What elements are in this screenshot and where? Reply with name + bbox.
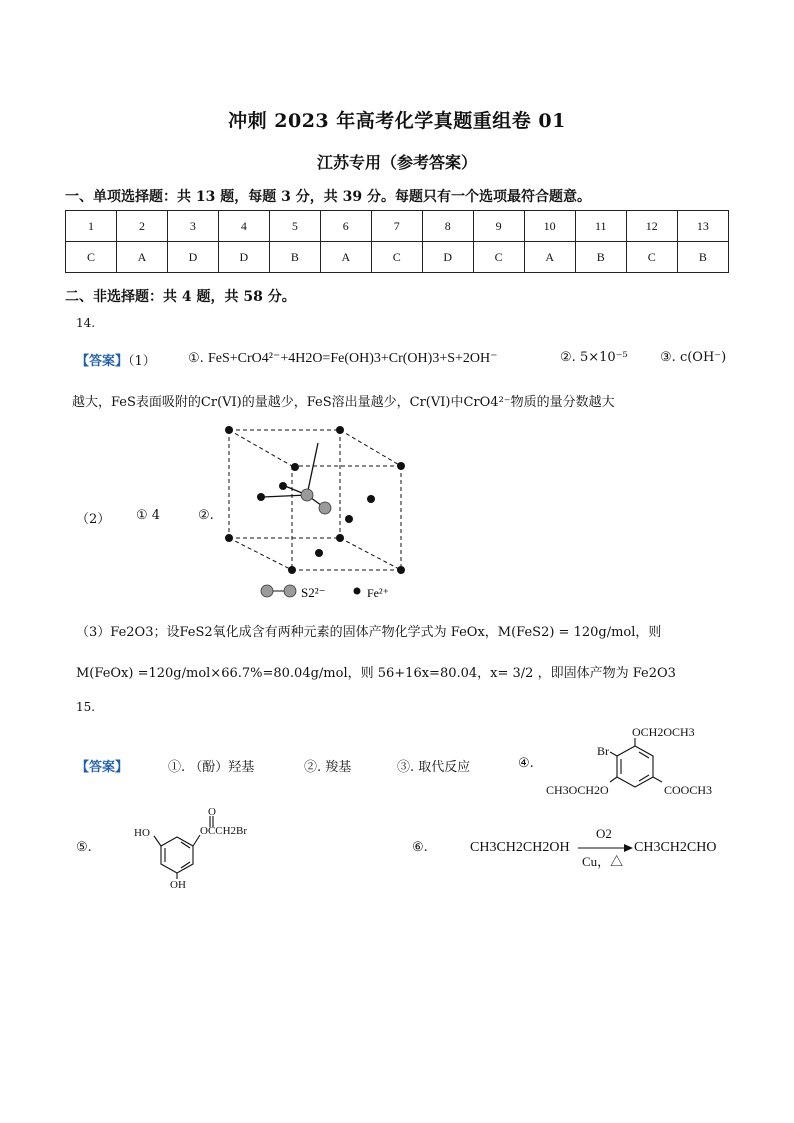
q14-part3-line1: （3）Fe2O3；设FeS2氧化成含有两种元素的固体产物化学式为 FeOx，M(FeS2) = 120g/mol，则 xyxy=(76,625,662,640)
table-cell-answer: A xyxy=(524,242,575,273)
q15-item6: ⑥. xyxy=(412,840,428,855)
structure-4-diagram xyxy=(540,724,740,806)
q14-p1-item3 xyxy=(660,350,726,365)
struct5-carbonyl-o: O xyxy=(208,807,216,818)
q14-ion-concentration: c(OH⁻) xyxy=(679,350,727,365)
table-cell-number: 6 xyxy=(320,211,371,242)
table-cell-answer: A xyxy=(116,242,167,273)
page-title: 冲刺 2023 年高考化学真题重组卷 01 xyxy=(228,110,566,132)
section2-heading: 二、非选择题：共 4 题，共 58 分。 xyxy=(65,289,296,305)
q15-item4: ④. xyxy=(518,756,534,771)
table-cell-number: 9 xyxy=(473,211,524,242)
section1-heading: 一、单项选择题：共 13 题，每题 3 分，共 39 分。每题只有一个选项最符合题意。 xyxy=(65,189,591,205)
struct5-oh: OH xyxy=(170,879,186,889)
q15-item1: ①. （酚）羟基 xyxy=(168,760,255,775)
q15-item5: ⑤. xyxy=(76,840,92,855)
answer-tag: 【答案】 xyxy=(76,760,129,775)
table-cell-number: 8 xyxy=(422,211,473,242)
table-cell-answer: B xyxy=(575,242,626,273)
reaction-product: CH3CH2CHO xyxy=(634,840,717,855)
table-cell-number: 4 xyxy=(218,211,269,242)
struct5-ester: OCCH2Br xyxy=(200,825,248,837)
answer-table xyxy=(65,210,729,273)
q14-p2-item1: ① 4 xyxy=(136,508,161,523)
item-marker: ②. xyxy=(560,350,576,365)
struct4-br: Br xyxy=(597,744,609,758)
page-subtitle: 江苏专用（参考答案） xyxy=(316,153,477,172)
reaction-reagent-top: O2 xyxy=(596,826,612,841)
table-cell-number: 10 xyxy=(524,211,575,242)
item-marker: ①. xyxy=(188,351,204,366)
q15-item3: ③. 取代反应 xyxy=(397,760,471,775)
table-cell-answer: B xyxy=(677,242,728,273)
crystal-cell-diagram xyxy=(215,420,415,605)
table-cell-number: 11 xyxy=(575,211,626,242)
table-cell-answer: A xyxy=(320,242,371,273)
q14-part3-line2: M(FeOx) =120g/mol×66.7%=80.04g/mol，则 56+16x=80.04，x= 3/2 ，即固体产物为 Fe2O3 xyxy=(76,666,676,681)
struct4-top: OCH2OCH3 xyxy=(632,725,695,739)
q14-part1-label: （1） xyxy=(128,354,156,369)
table-cell-number: 1 xyxy=(66,211,117,242)
q14-part1 xyxy=(76,350,156,369)
struct4-right: COOCH3 xyxy=(664,783,713,797)
table-cell-number: 3 xyxy=(167,211,218,242)
q14-part2-label: （2） xyxy=(76,512,111,527)
q14-p2-item2: ②. xyxy=(198,508,214,523)
q14-p1-item2 xyxy=(560,350,628,365)
legend-fe: Fe²⁺ xyxy=(367,586,389,600)
table-cell-answer: D xyxy=(422,242,473,273)
q14-p1-continuation: 越大，FeS表面吸附的Cr(VI)的量越少，FeS溶出量越少，Cr(VI)中CrO4²⁻物质的量分数越大 xyxy=(72,395,615,410)
table-cell-number: 2 xyxy=(116,211,167,242)
table-cell-answer: C xyxy=(626,242,677,273)
structure-5-diagram xyxy=(130,807,260,889)
q14-equation: FeS+CrO4²⁻+4H2O=Fe(OH)3+Cr(OH)3+S+2OH⁻ xyxy=(207,351,498,366)
item-marker: ③. xyxy=(660,350,676,365)
table-cell-answer: C xyxy=(473,242,524,273)
table-cell-number: 7 xyxy=(371,211,422,242)
table-cell-answer: B xyxy=(269,242,320,273)
legend-s2: S2²⁻ xyxy=(301,585,326,600)
question-14-number: 14. xyxy=(76,316,96,330)
answer-tag: 【答案】 xyxy=(76,354,129,369)
struct4-left: CH3OCH2O xyxy=(546,783,609,797)
table-cell-answer: C xyxy=(371,242,422,273)
question-15-number: 15. xyxy=(76,700,96,714)
table-cell-answer: D xyxy=(218,242,269,273)
diagram-legend xyxy=(261,585,389,600)
table-cell-number: 13 xyxy=(677,211,728,242)
table-cell-answer: C xyxy=(66,242,117,273)
table-cell-number: 12 xyxy=(626,211,677,242)
table-cell-answer: D xyxy=(167,242,218,273)
reaction-reagent-bottom: Cu，△ xyxy=(582,854,624,869)
answer-table-answer-row xyxy=(66,242,729,273)
q15-item2: ②. 羧基 xyxy=(304,760,352,775)
table-cell-number: 5 xyxy=(269,211,320,242)
answer-table-number-row xyxy=(66,211,729,242)
q14-p1-item1 xyxy=(188,350,498,367)
q14-value: 5×10⁻⁵ xyxy=(579,350,628,365)
struct5-ho: HO xyxy=(134,827,150,839)
reaction-reactant: CH3CH2CH2OH xyxy=(470,840,570,855)
